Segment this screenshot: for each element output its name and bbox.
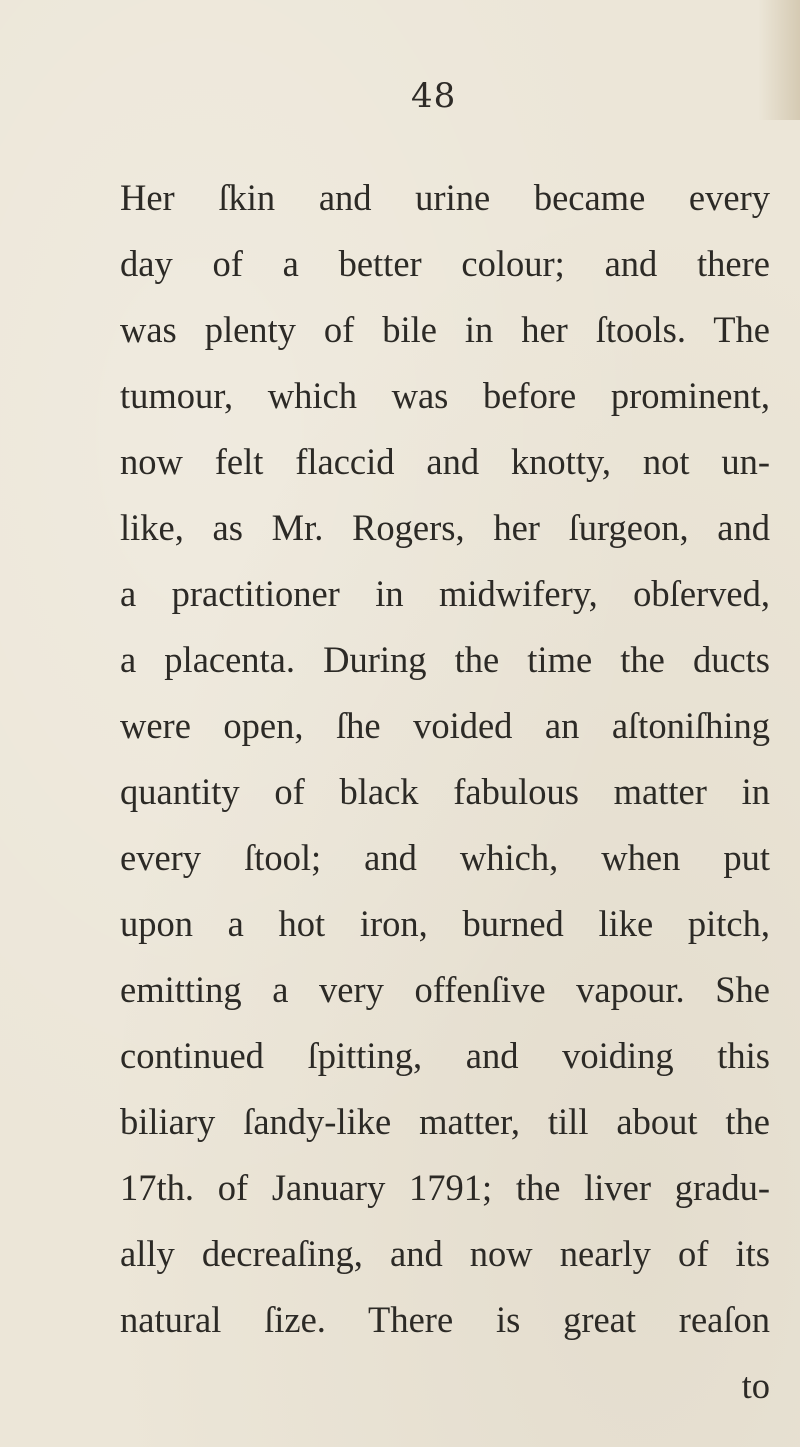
page-edge-stain xyxy=(758,0,800,120)
text-line: ally decreaſing, and now nearly of its xyxy=(120,1233,770,1274)
text-line: Her ſkin and urine became every xyxy=(120,177,770,218)
text-line: emitting a very offenſive vapour. She xyxy=(120,969,770,1010)
catchword: to xyxy=(741,1365,770,1406)
text-line: continued ſpitting, and voiding this xyxy=(120,1035,770,1076)
text-line: tumour, which was before prominent, xyxy=(120,375,770,416)
text-line: quantity of black fabulous matter in xyxy=(120,771,770,812)
text-line: now felt flaccid and knotty, not un- xyxy=(120,441,770,482)
text-line: natural ſize. There is great reaſon xyxy=(120,1299,770,1340)
text-line: biliary ſandy-like matter, till about the xyxy=(120,1101,770,1142)
text-line: a practitioner in midwifery, obſerved, xyxy=(120,573,770,614)
text-line: was plenty of bile in her ſtools. The xyxy=(120,309,770,350)
text-line: a placenta. During the time the ducts xyxy=(120,639,770,680)
text-line: 17th. of January 1791; the liver gradu- xyxy=(120,1167,770,1208)
page-number: 48 xyxy=(411,76,457,116)
text-line: like, as Mr. Rogers, her ſurgeon, and xyxy=(120,507,770,548)
text-line: every ſtool; and which, when put xyxy=(120,837,770,878)
text-line: upon a hot iron, burned like pitch, xyxy=(120,903,770,944)
text-line: were open, ſhe voided an aſtoniſhing xyxy=(120,705,770,746)
text-line: day of a better colour; and there xyxy=(120,243,770,284)
